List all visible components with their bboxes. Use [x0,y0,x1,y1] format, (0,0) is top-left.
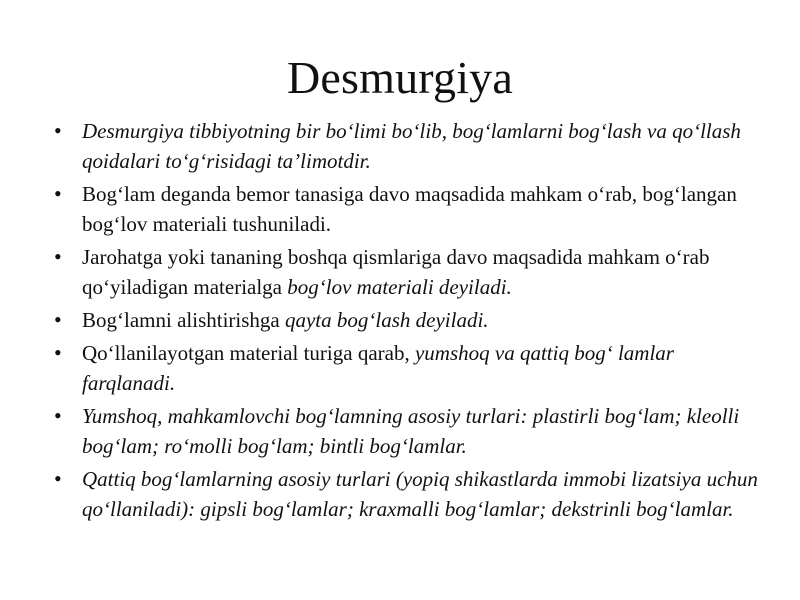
bullet-item [48,242,764,302]
bullet-item [48,179,764,239]
bullet-dot-icon: • [54,307,62,332]
bullet-item [48,401,764,461]
bullet-text: Bog‘lamni alishtirishga [82,308,285,332]
bullet-text: Qo‘llanilayotgan material turiga qarab, [82,341,415,365]
bullet-text: Yumshoq, mahkamlovchi bog‘lamning asosiy turlari: plastirli bog‘lam; kleolli bog‘lam; ro‘molli bog‘lam; bintli bog‘lamlar. [82,404,740,458]
bullet-text-italic: yumshoq va qattiq bog‘ lamlar farqlanadi. [82,341,674,395]
slide-title: Desmurgiya [286,52,513,103]
bullet-dot-icon: • [54,403,62,428]
bullet-text: Jarohatga yoki tananing boshqa qismlariga davo maqsadida mahkam o‘rab qo‘yiladigan materialga [82,245,710,299]
bullet-dot-icon: • [54,340,62,365]
bullet-dot-icon: • [54,244,62,269]
bullet-item [48,305,764,335]
bullet-item [48,338,764,398]
bullet-dot-icon: • [54,181,62,206]
bullet-text: Qattiq bog‘lamlarning asosiy turlari (yopiq shikastlarda immobi lizatsiya uchun qo‘llaniladi): gipsli bog‘lamlar; kraxmalli bog‘lamlar; dekstrinli bog‘lamlar. [82,467,758,521]
bullet-text: Bog‘lam deganda bemor tanasiga davo maqsadida mahkam o‘rab, bog‘langan bog‘lov materiali tushuniladi. [82,182,737,236]
bullet-text-italic: bog‘lov materiali deyiladi. [287,275,512,299]
bullet-list [48,116,764,527]
bullet-item [48,464,764,524]
bullet-dot-icon: • [54,466,62,491]
bullet-text: Desmurgiya tibbiyotning bir bo‘limi bo‘lib, bog‘lamlarni bog‘lash va qo‘llash qoidalari to‘g‘risidagi ta’limotdir. [82,119,741,173]
bullet-dot-icon: • [54,118,62,143]
bullet-text-italic: qayta bog‘lash deyiladi. [284,308,489,332]
bullet-item [48,116,764,176]
